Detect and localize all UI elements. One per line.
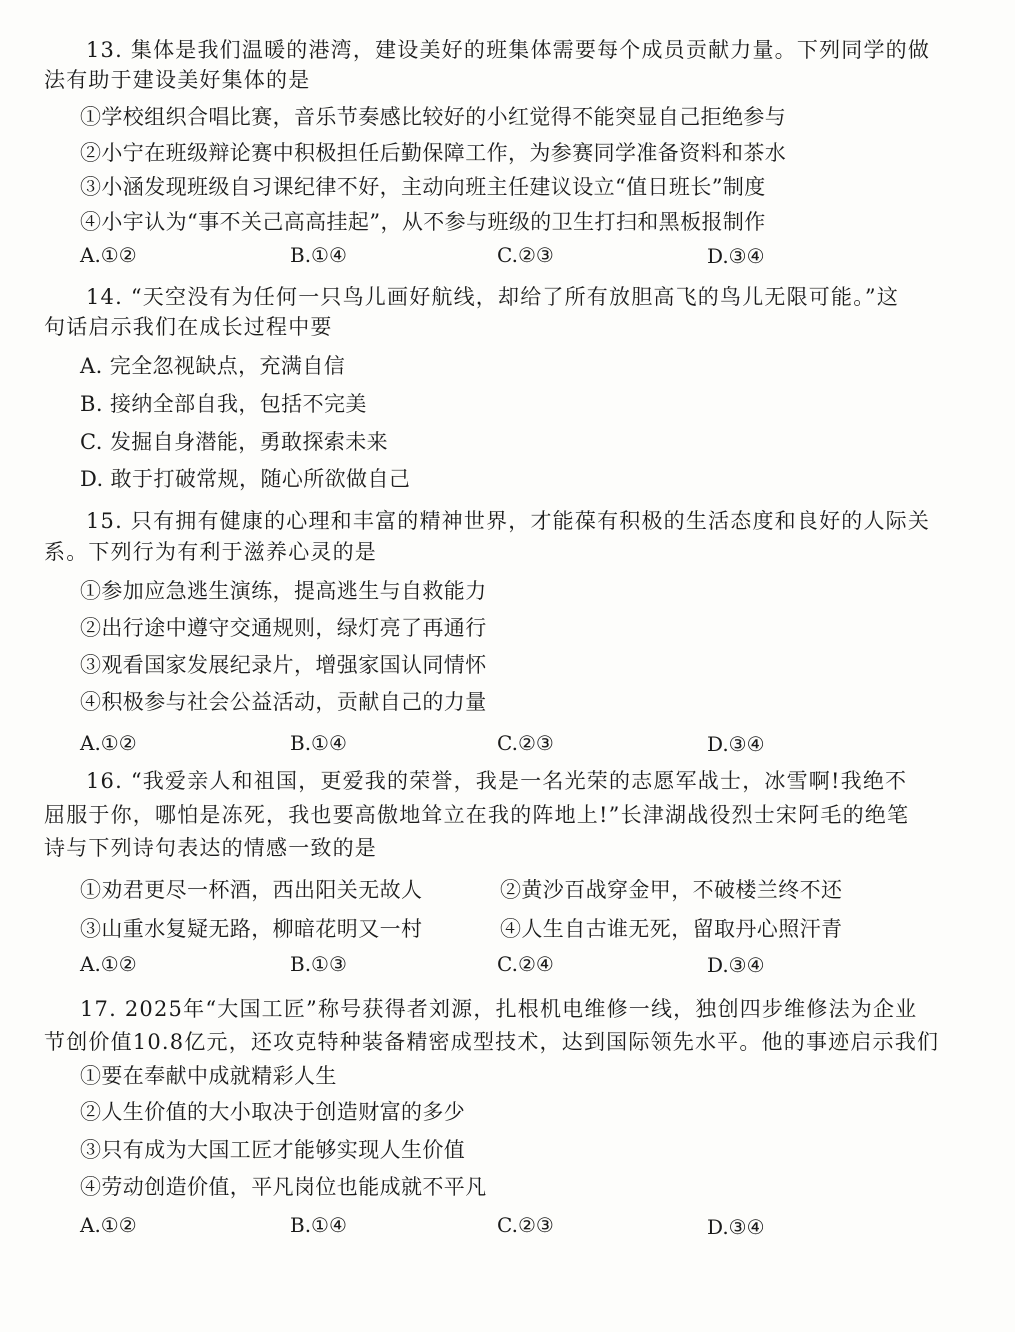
question-15-item-1: ①参加应急逃生演练，提高逃生与自救能力 (80, 579, 487, 603)
question-13-item-2: ②小宁在班级辩论赛中积极担任后勤保障工作，为参赛同学准备资料和茶水 (80, 141, 787, 165)
question-13-item-4: ④小宇认为“事不关己高高挂起”，从不参与班级的卫生打扫和黑板报制作 (80, 210, 766, 234)
question-14-stem-line-1: 14. “天空没有为任何一只鸟儿画好航线，却给了所有放胆高飞的鸟儿无限可能。”这 (86, 285, 900, 309)
question-16-choice-c: C.②④ (497, 952, 554, 976)
question-17-item-3: ③只有成为大国工匠才能够实现人生价值 (80, 1138, 466, 1162)
question-16-choice-a: A.①② (80, 952, 137, 976)
question-16-stem-line-3: 诗与下列诗句表达的情感一致的是 (44, 836, 377, 860)
question-13-item-1: ①学校组织合唱比赛，音乐节奏感比较好的小红觉得不能突显自己拒绝参与 (80, 105, 787, 129)
question-14-option-d: D. 敢于打破常规，随心所欲做自己 (80, 467, 411, 491)
question-15-choice-d: D.③④ (707, 732, 765, 756)
question-17-item-4: ④劳动创造价值，平凡岗位也能成就不平凡 (80, 1175, 487, 1199)
question-13-stem-line-2: 法有助于建设美好集体的是 (44, 68, 311, 92)
question-14-option-b: B. 接纳全部自我，包括不完美 (80, 392, 367, 416)
question-14-option-c: C. 发掘自身潜能，勇敢探索未来 (80, 430, 389, 454)
question-13-item-3: ③小涵发现班级自习课纪律不好，主动向班主任建议设立“值日班长”制度 (80, 175, 766, 199)
question-16-stem-line-2: 屈服于你，哪怕是冻死，我也要高傲地耸立在我的阵地上!”长津湖战役烈士宋阿毛的绝笔 (44, 803, 910, 827)
question-17-choice-a: A.①② (80, 1213, 137, 1237)
question-17-choice-d: D.③④ (707, 1215, 765, 1239)
question-14-stem-line-2: 句话启示我们在成长过程中要 (44, 315, 333, 339)
question-15-item-3: ③观看国家发展纪录片，增强家国认同情怀 (80, 653, 487, 677)
question-17-stem-line-2: 节创价值10.8亿元，还攻克特种装备精密成型技术，达到国际领先水平。他的事迹启示我们 (44, 1030, 940, 1054)
question-14-option-a: A. 完全忽视缺点，充满自信 (80, 354, 346, 378)
question-13-choice-c: C.②③ (497, 243, 554, 267)
question-15-stem-line-2: 系。下列行为有利于滋养心灵的是 (44, 540, 377, 564)
question-15-choice-c: C.②③ (497, 731, 554, 755)
question-16-item-3: ③山重水复疑无路，柳暗花明又一村 (80, 917, 423, 941)
question-17-choice-c: C.②③ (497, 1213, 554, 1237)
question-17-stem-line-1: 17. 2025年“大国工匠”称号获得者刘源，扎根机电维修一线，独创四步维修法为企业 (80, 997, 918, 1021)
question-16-item-4: ④人生自古谁无死，留取丹心照汗青 (500, 917, 843, 941)
question-13-stem-line-1: 13. 集体是我们温暖的港湾，建设美好的班集体需要每个成员贡献力量。下列同学的做 (86, 38, 931, 62)
question-17-item-1: ①要在奉献中成就精彩人生 (80, 1064, 337, 1088)
question-13-choice-a: A.①② (80, 243, 137, 267)
question-15-stem-line-1: 15. 只有拥有健康的心理和丰富的精神世界，才能葆有积极的生活态度和良好的人际关 (86, 509, 931, 533)
question-16-item-1: ①劝君更尽一杯酒，西出阳关无故人 (80, 878, 423, 902)
question-16-choice-b: B.①③ (290, 952, 347, 976)
question-16-stem-line-1: 16. “我爱亲人和祖国，更爱我的荣誉，我是一名光荣的志愿军战士，冰雪啊!我绝不 (86, 769, 908, 793)
question-15-item-2: ②出行途中遵守交通规则，绿灯亮了再通行 (80, 616, 487, 640)
question-16-item-2: ②黄沙百战穿金甲，不破楼兰终不还 (500, 878, 843, 902)
question-17-choice-b: B.①④ (290, 1213, 347, 1237)
question-13-choice-b: B.①④ (290, 243, 347, 267)
question-17-item-2: ②人生价值的大小取决于创造财富的多少 (80, 1100, 466, 1124)
question-15-choice-a: A.①② (80, 731, 137, 755)
question-13-choice-d: D.③④ (707, 244, 765, 268)
question-16-choice-d: D.③④ (707, 953, 765, 977)
question-15-choice-b: B.①④ (290, 731, 347, 755)
question-15-item-4: ④积极参与社会公益活动，贡献自己的力量 (80, 690, 487, 714)
